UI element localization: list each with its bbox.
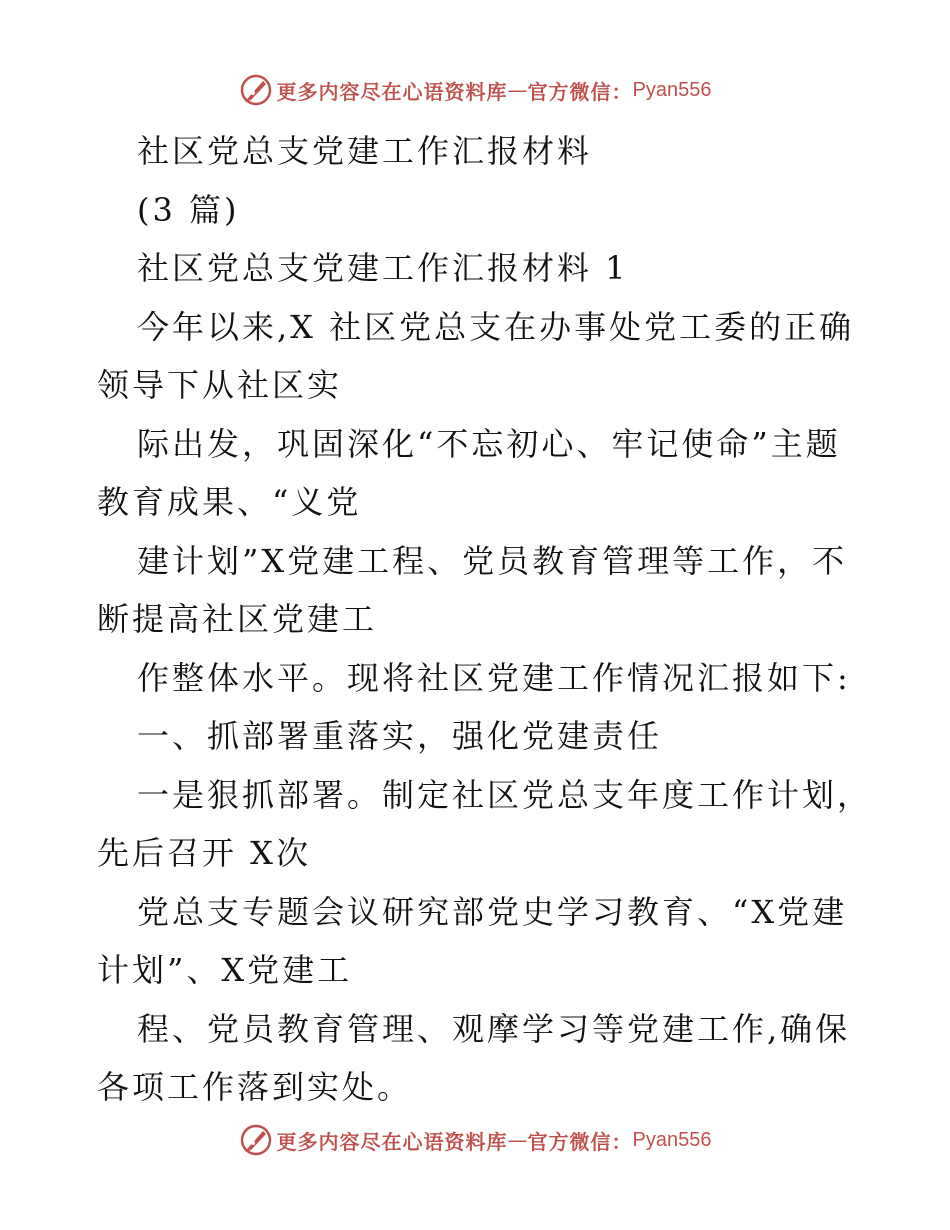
text-line: 程、党员教育管理、观摩学习等党建工作,确保: [137, 1009, 851, 1048]
watermark-banner-bottom: [0, 1120, 950, 1160]
watermark-wechat-label: 官方微信：: [527, 1129, 633, 1154]
text-line: 教育成果、“义党: [97, 483, 362, 521]
text-line: 领导下从社区实: [97, 366, 343, 404]
text-line: 建计划”X党建工程、党员教育管理等工作，不: [137, 541, 848, 580]
watermark-banner-top: [0, 70, 950, 110]
watermark-wechat-id: Pyan556: [632, 78, 712, 101]
text-line: 作整体水平。现将社区党建工作情况汇报如下:: [137, 658, 851, 697]
section-heading: 社区党总支党建工作汇报材料 1: [137, 249, 629, 287]
watermark-text: 更多内容尽在心语资料库: [276, 79, 508, 104]
watermark-text: 更多内容尽在心语资料库: [276, 1129, 508, 1154]
document-subtitle: (3 篇): [137, 190, 240, 229]
watermark-wechat-label: 官方微信：: [527, 79, 633, 104]
text-line: 今年以来,X 社区党总支在办事处党工委的正确: [137, 307, 855, 346]
text-line: 计划”、X党建工: [97, 951, 353, 989]
text-line: 党总支专题会议研究部党史学习教育、“X党建: [137, 892, 848, 931]
watermark-separator: —: [507, 1128, 528, 1152]
text-line: 一是狠抓部署。制定社区党总支年度工作计划，: [137, 775, 873, 814]
text-line: 各项工作落到实处。: [97, 1068, 413, 1106]
feather-pen-logo-icon: [239, 1123, 273, 1157]
text-line: 际出发，巩固深化“不忘初心、牢记使命”主题: [137, 424, 841, 463]
document-body: [97, 122, 873, 1117]
document-title: 社区党总支党建工作汇报材料: [137, 132, 593, 170]
watermark-separator: —: [507, 78, 528, 102]
text-line: 先后召开 X次: [97, 834, 311, 872]
text-line: 断提高社区党建工: [97, 600, 378, 638]
feather-pen-logo-icon: [239, 73, 273, 107]
watermark-wechat-id: Pyan556: [632, 1128, 712, 1151]
subsection-heading: 一、抓部署重落实，强化党建责任: [137, 717, 663, 755]
